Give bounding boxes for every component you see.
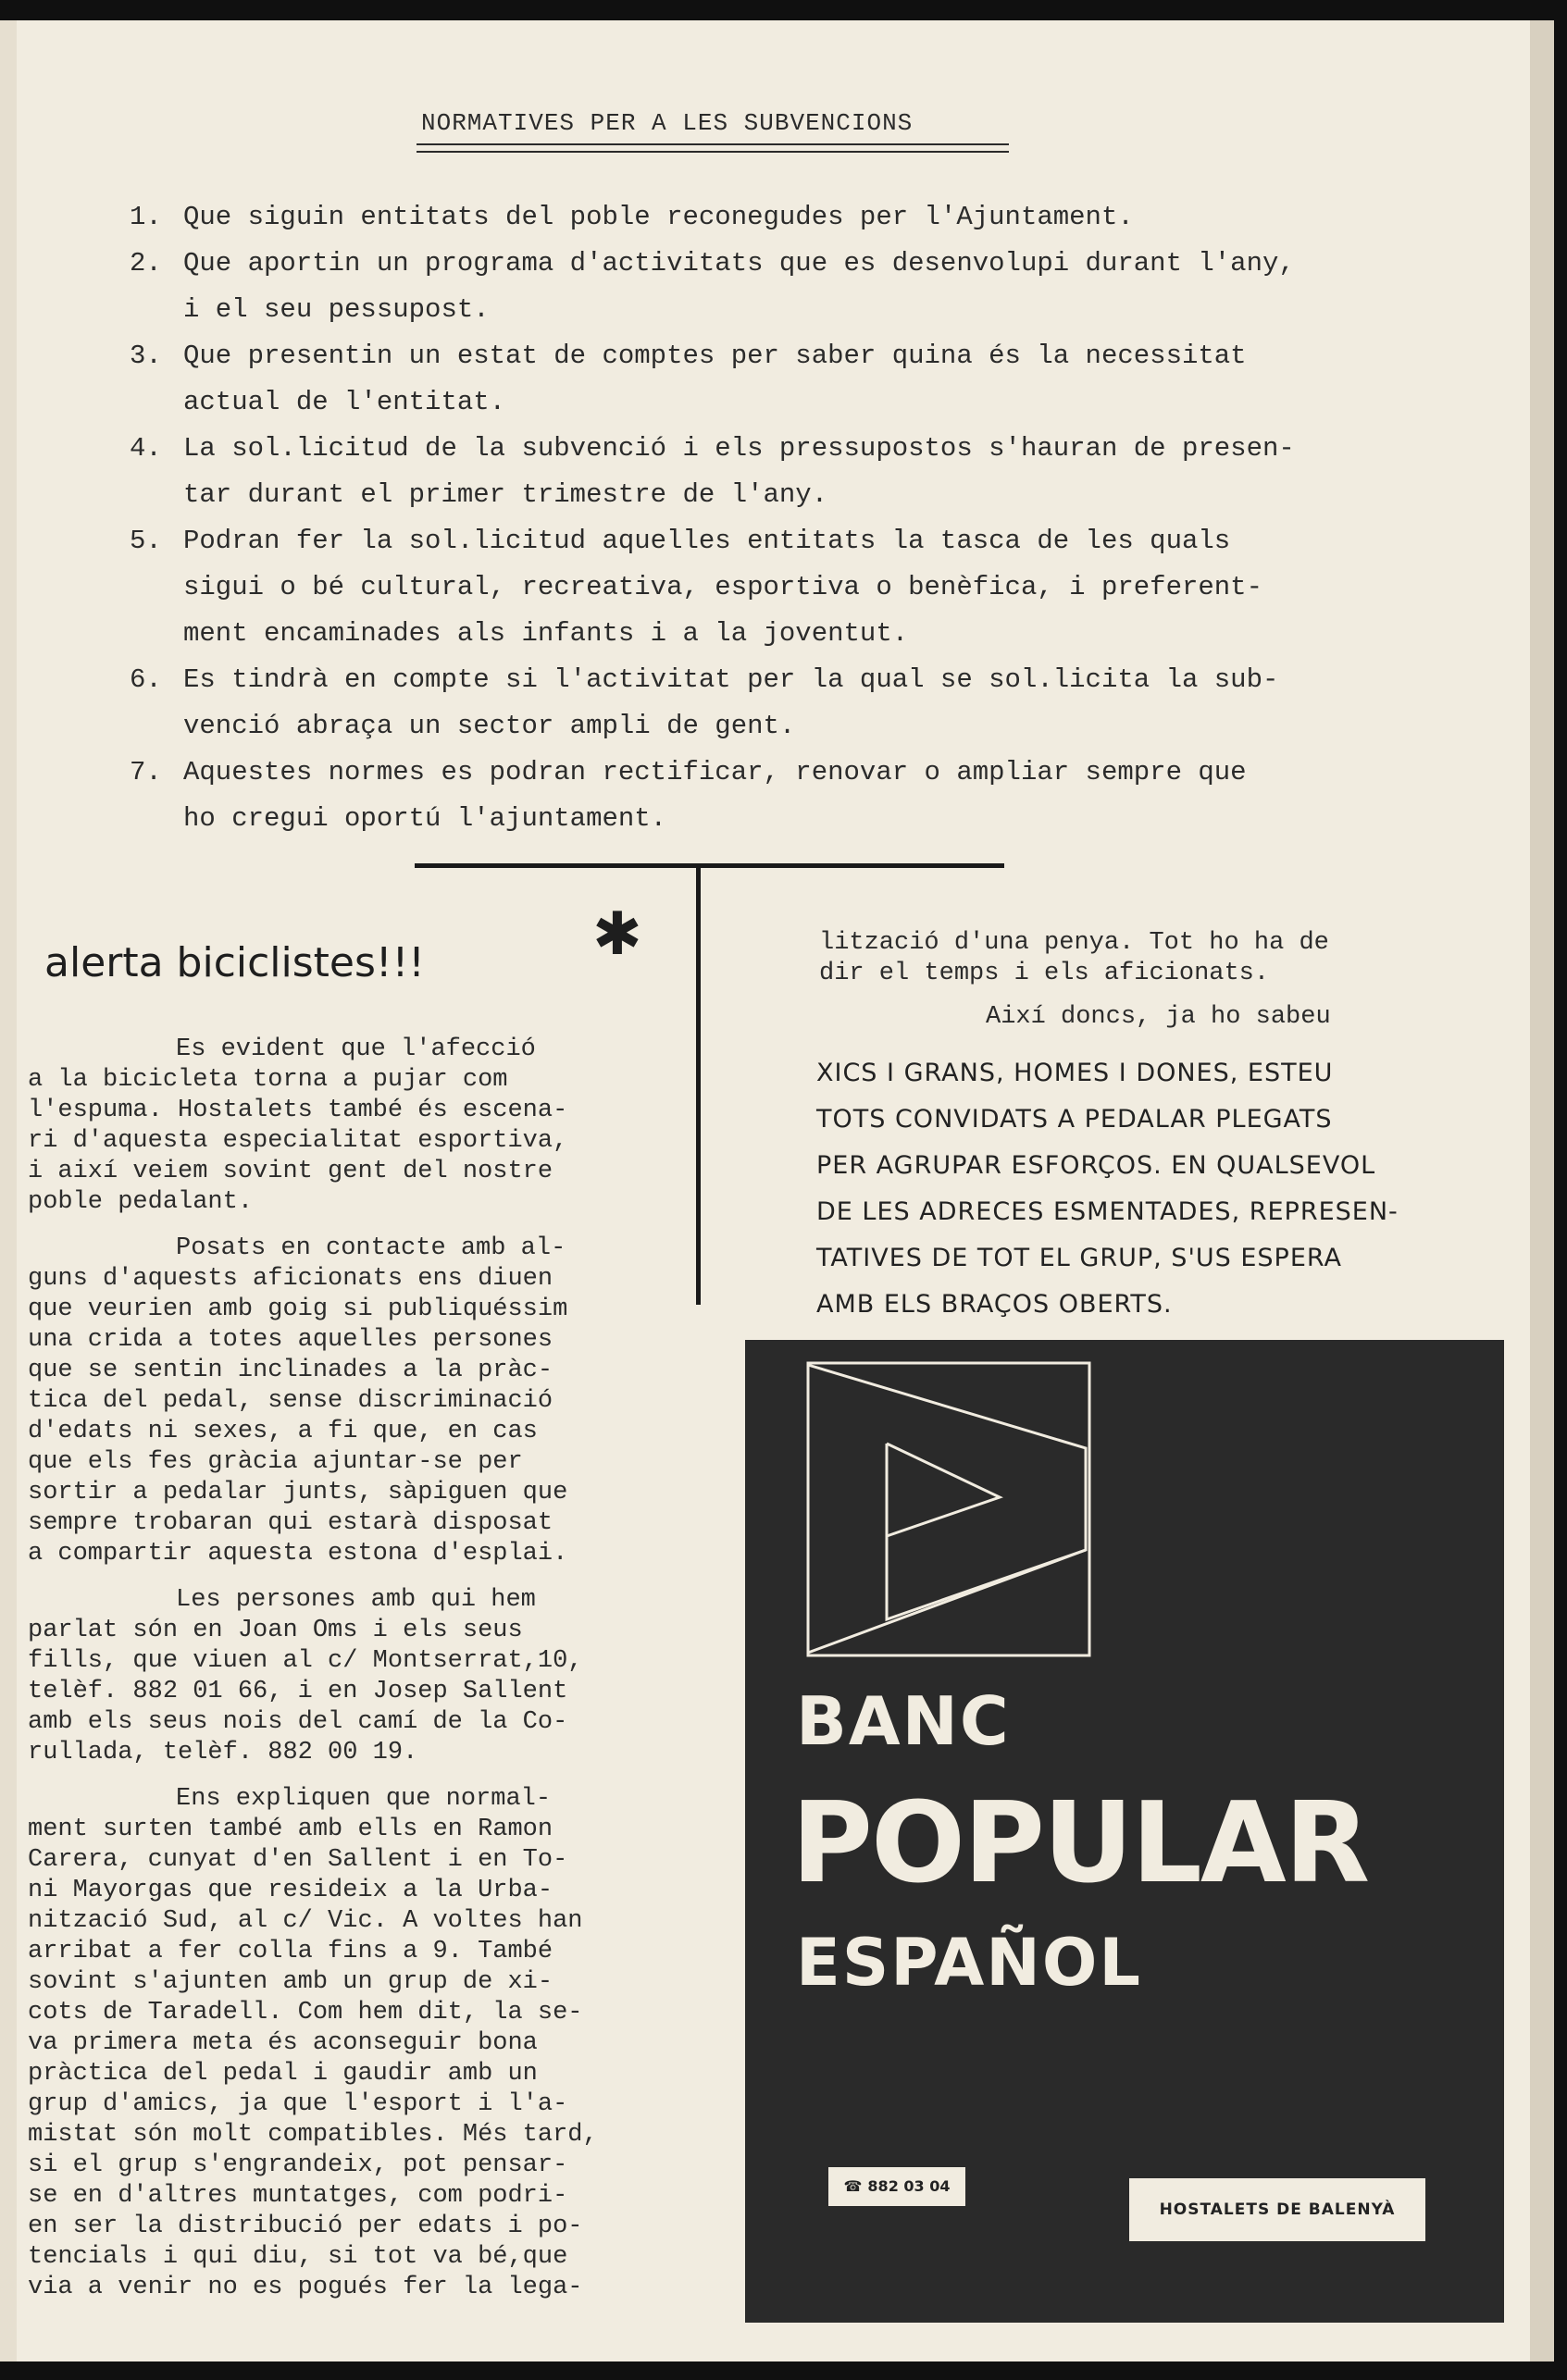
regulation-item <box>130 241 1453 333</box>
article-line: si el grup s'engrandeix, pot pensar- <box>28 2151 568 2179</box>
article-line: nització Sud, al c/ Vic. A voltes han <box>28 1907 583 1935</box>
invitation-line: TATIVES DE TOT EL GRUP, S'US ESPERA <box>816 1244 1343 1272</box>
article-line: Posats en contacte amb al- <box>176 1234 566 1262</box>
phone-number: 882 03 04 <box>867 2177 951 2195</box>
regulation-item <box>130 426 1453 518</box>
article-line: cots de Taradell. Com hem dit, la se- <box>28 1999 583 2027</box>
regulation-item <box>130 194 1453 241</box>
regulations-list <box>130 194 1453 842</box>
article-line: a la bicicleta torna a pujar com <box>28 1066 508 1094</box>
article-right-column <box>819 928 1458 1033</box>
article-line: tencials i qui diu, si tot va bé,que <box>28 2243 568 2271</box>
invitation-line: DE LES ADRECES ESMENTADES, REPRESEN- <box>816 1197 1399 1226</box>
article-line: ri d'aquesta especialitat esportiva, <box>28 1127 568 1155</box>
article-line: guns d'aquests aficionats ens diuen <box>28 1265 553 1293</box>
regulation-text: ment encaminades als infants i a la joventut. <box>183 618 909 649</box>
article-left-column <box>28 1035 696 2319</box>
article-paragraph <box>28 1035 696 1218</box>
regulation-item <box>130 750 1453 842</box>
bank-name-line2: POPULAR <box>791 1779 1369 1908</box>
regulation-text: La sol.licitud de la subvenció i els pressupostos s'hauran de presen- <box>183 433 1295 464</box>
article-line: tica del pedal, sense discriminació <box>28 1387 553 1415</box>
phone-box <box>828 2167 965 2206</box>
article-line: arribat a fer colla fins a 9. També <box>28 1938 553 1965</box>
regulation-text: Que presentin un estat de comptes per saber quina és la necessitat <box>183 341 1247 371</box>
regulation-text: Que siguin entitats del poble reconegudes per l'Ajuntament. <box>183 202 1134 232</box>
article-line: que els fes gràcia ajuntar-se per <box>28 1448 523 1476</box>
town-label: HOSTALETS DE BALENYÀ <box>1129 2178 1425 2241</box>
article-line: en ser la distribució per edats i po- <box>28 2213 583 2240</box>
article-line: sovint s'ajunten amb un grup de xi- <box>28 1968 553 1996</box>
bank-advertisement <box>745 1340 1504 2323</box>
regulation-text: ho cregui oportú l'ajuntament. <box>183 803 667 834</box>
regulation-number: 6. <box>130 664 162 695</box>
telephone-icon: ☎ <box>843 2177 863 2195</box>
article-line: una crida a totes aquelles persones <box>28 1326 553 1354</box>
article-line: sempre trobaran qui estarà disposat <box>28 1509 553 1537</box>
article-line: poble pedalant. <box>28 1188 254 1216</box>
bank-name-line3: ESPAÑOL <box>796 1925 1142 2001</box>
article-line: dir el temps i els aficionats. <box>819 960 1270 987</box>
article-line: lització d'una penya. Tot ho ha de <box>819 929 1329 957</box>
article-paragraph <box>28 1233 696 1569</box>
article-line: Les persones amb qui hem <box>176 1586 536 1614</box>
regulation-text: Aquestes normes es podran rectificar, renovar o ampliar sempre que <box>183 757 1247 787</box>
invitation-line: AMB ELS BRAÇOS OBERTS. <box>816 1290 1173 1319</box>
regulation-number: 3. <box>130 341 162 371</box>
article-line: Ens expliquen que normal- <box>176 1785 552 1813</box>
article-paragraph <box>28 1585 696 1768</box>
regulation-text: sigui o bé cultural, recreativa, esportiva o benèfica, i preferent- <box>183 572 1262 602</box>
article-line: d'edats ni sexes, a fi que, en cas <box>28 1418 538 1445</box>
section-divider-horizontal <box>415 863 1004 868</box>
article-line: Carera, cunyat d'en Sallent i en To- <box>28 1846 568 1874</box>
regulation-text: Es tindrà en compte si l'activitat per la qual se sol.licita la sub- <box>183 664 1279 695</box>
title-underline <box>417 143 1009 145</box>
regulation-text: actual de l'entitat. <box>183 387 506 417</box>
article-headline: alerta biciclistes!!! <box>44 939 425 986</box>
article-closing: Així doncs, ja ho sabeu <box>986 1003 1331 1031</box>
article-line: Es evident que l'afecció <box>176 1035 536 1063</box>
regulation-text: venció abraça un sector ampli de gent. <box>183 711 796 741</box>
invitation-line: PER AGRUPAR ESFORÇOS. EN QUALSEVOL <box>816 1151 1376 1180</box>
article-line: grup d'amics, ja que l'esport i l'a- <box>28 2090 568 2118</box>
asterisk-ornament: ✱ <box>592 900 642 969</box>
article-line: que veurien amb goig si publiquéssim <box>28 1295 568 1323</box>
article-line: que se sentin inclinades a la pràc- <box>28 1357 553 1384</box>
regulation-number: 5. <box>130 526 162 556</box>
regulation-number: 7. <box>130 757 162 787</box>
article-line: l'espuma. Hostalets també és escena- <box>28 1097 568 1124</box>
regulation-text: Podran fer la sol.licitud aquelles entitats la tasca de les quals <box>183 526 1231 556</box>
regulation-text: Que aportin un programa d'activitats que es desenvolupi durant l'any, <box>183 248 1295 279</box>
regulation-number: 1. <box>130 202 162 232</box>
regulation-item <box>130 657 1453 750</box>
article-line: pràctica del pedal i gaudir amb un <box>28 2060 538 2088</box>
article-line: a compartir aquesta estona d'esplai. <box>28 1540 568 1568</box>
article-line: ment surten també amb ells en Ramon <box>28 1816 553 1843</box>
regulation-text: i el seu pessupost. <box>183 294 490 325</box>
regulation-item <box>130 333 1453 426</box>
article-line: telèf. 882 01 66, i en Josep Sallent <box>28 1678 568 1705</box>
invitation-block <box>816 1050 1483 1328</box>
invitation-line: TOTS CONVIDATS A PEDALAR PLEGATS <box>816 1105 1333 1134</box>
bank-logo-icon <box>805 1360 1092 1658</box>
article-line: parlat són en Joan Oms i els seus <box>28 1617 523 1644</box>
regulation-number: 4. <box>130 433 162 464</box>
article-line: sortir a pedalar junts, sàpiguen que <box>28 1479 568 1506</box>
article-line: fills, que viuen al c/ Montserrat,10, <box>28 1647 583 1675</box>
article-line: va primera meta és aconseguir bona <box>28 2029 538 2057</box>
article-line: se en d'altres muntatges, com podri- <box>28 2182 568 2210</box>
article-paragraph <box>28 1784 696 2303</box>
article-line: amb els seus nois del camí de la Co- <box>28 1708 568 1736</box>
invitation-line: XICS I GRANS, HOMES I DONES, ESTEU <box>816 1059 1334 1087</box>
regulations-title: NORMATIVES PER A LES SUBVENCIONS <box>421 109 914 137</box>
article-line: ni Mayorgas que resideix a la Urba- <box>28 1877 553 1904</box>
section-divider-vertical <box>696 865 701 1305</box>
title-underline <box>417 151 1009 153</box>
bank-name-line1: BANC <box>796 1682 1011 1760</box>
article-line: via a venir no es pogués fer la lega- <box>28 2274 583 2301</box>
article-line: rullada, telèf. 882 00 19. <box>28 1739 418 1766</box>
right-page-edge <box>1530 20 1554 2361</box>
article-line: mistat són molt compatibles. Més tard, <box>28 2121 598 2149</box>
regulation-number: 2. <box>130 248 162 279</box>
article-line: i així veiem sovint gent del nostre <box>28 1158 553 1185</box>
regulation-item <box>130 518 1453 657</box>
regulation-text: tar durant el primer trimestre de l'any. <box>183 479 828 510</box>
